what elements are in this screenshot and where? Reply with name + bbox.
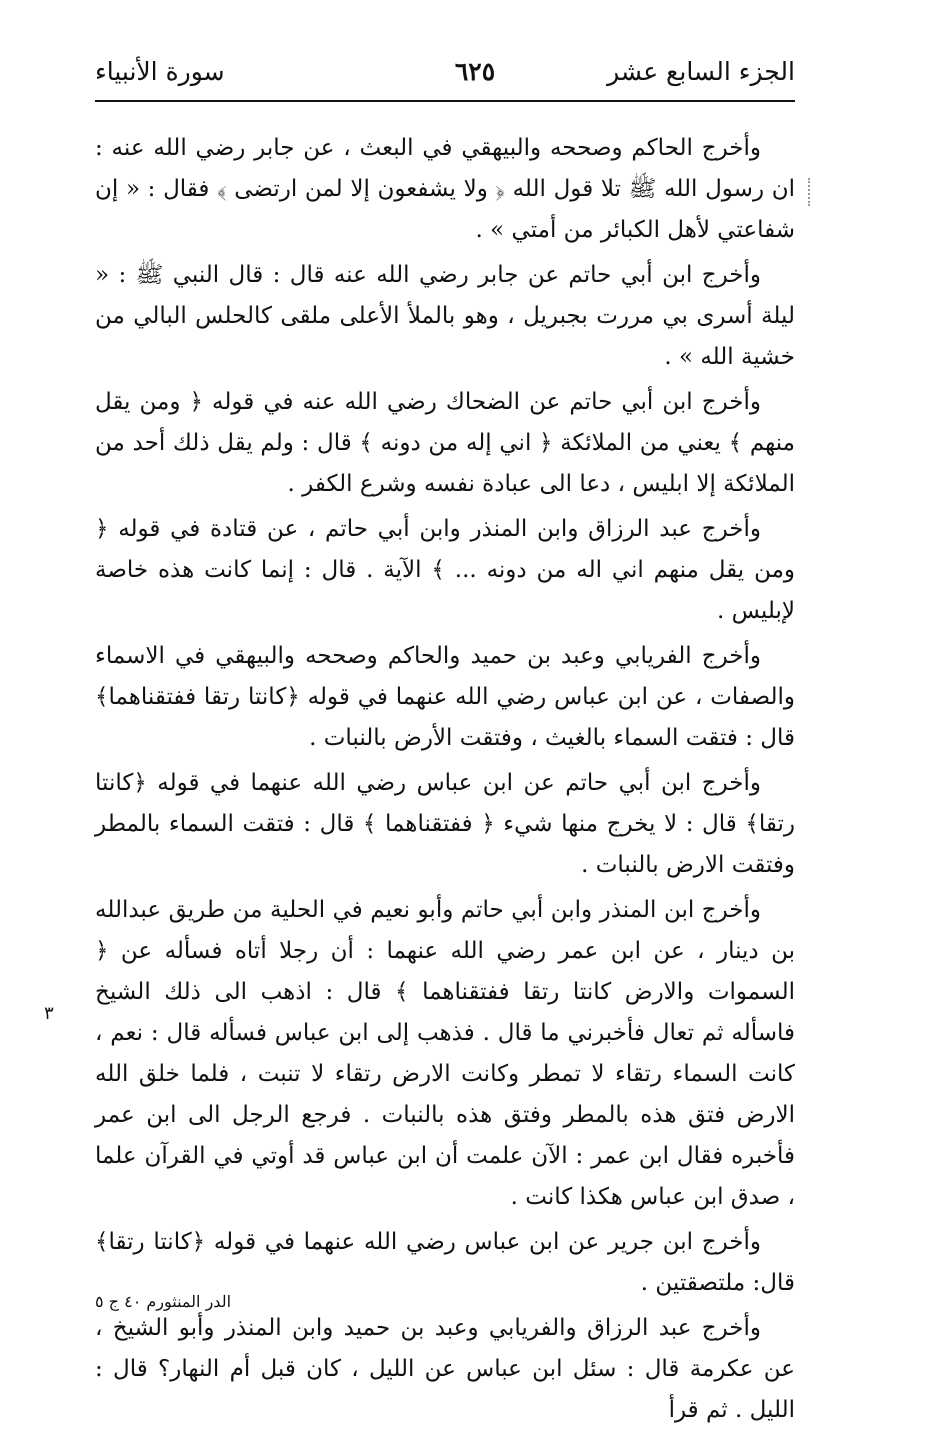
header-divider xyxy=(95,100,795,102)
margin-mark: ٣ xyxy=(44,1003,54,1024)
paragraph: وأخرج الحاكم وصححه والبيهقي في البعث ، عن جابر رضي الله عنه : ان رسول الله ﷺ تلا قول الله ﴿ ولا يشفعون إلا لمن ارتضى ﴾ فقال : « إن شفاعتي لأهل الكبائر من أمتي » . xyxy=(95,135,795,243)
juz-label: الجزء السابع عشر xyxy=(607,57,795,86)
main-text xyxy=(95,128,795,1435)
paragraph: وأخرج الفريابي وعبد بن حميد والحاكم وصححه والبيهقي في الاسماء والصفات ، عن ابن عباس رضي الله عنهما في قوله ﴿كانتا رتقا ففتقناهما﴾ قال : فتقت السماء بالغيث ، وفتقت الأرض بالنبات . xyxy=(95,643,795,751)
page-header xyxy=(95,52,795,96)
paragraph: وأخرج ابن جرير عن ابن عباس رضي الله عنهما في قوله ﴿كانتا رتقا﴾ قال: ملتصقتين . xyxy=(95,1229,795,1296)
page-number: ٦٢٥ xyxy=(454,57,496,86)
paragraph: وأخرج عبد الرزاق وابن المنذر وابن أبي حاتم ، عن قتادة في قوله ﴿ ومن يقل منهم اني اله من دونه ... ﴾ الآية . قال : إنما كانت هذه خاصة لإبليس . xyxy=(95,516,795,624)
paragraph: وأخرج ابن أبي حاتم عن ابن عباس رضي الله عنهما في قوله ﴿كانتا رتقا﴾ قال : لا يخرج منها شيء ﴿ ففتقناهما ﴾ قال : فتقت السماء بالمطر وفتقت الارض بالنبات . xyxy=(95,770,795,878)
paragraph: وأخرج ابن المنذر وابن أبي حاتم وأبو نعيم في الحلية من طريق عبدالله بن دينار ، عن ابن عمر رضي الله عنهما : أن رجلا أتاه فسأله عن ﴿ السموات والارض كانتا رتقا ففتقناهما ﴾ قال : اذهب الى ذلك الشيخ فاسأله ثم تعال فأخبرني ما قال . فذهب إلى ابن عباس فسأله قال : نعم ، كانت السماء رتقاء لا تمطر وكانت الارض رتقاء لا تنبت ، فلما خلق الله الارض فتق هذه بالمطر وفتق هذه بالنبات . فرجع الرجل الى ابن عمر فأخبره فقال ابن عمر : الآن علمت أن ابن عباس قد أوتي في القرآن علما ، صدق ابن عباس هكذا كانت . xyxy=(95,897,796,1210)
paragraph: وأخرج عبد الرزاق والفريابي وعبد بن حميد وابن المنذر وأبو الشيخ ، عن عكرمة قال : سئل ابن عباس عن الليل ، كان قبل أم النهار؟ قال : الليل . ثم قرأ xyxy=(95,1315,795,1423)
paragraph: وأخرج ابن أبي حاتم عن الضحاك رضي الله عنه في قوله ﴿ ومن يقل منهم ﴾ يعني من الملائكة ﴿ اني إله من دونه ﴾ قال : ولم يقل ذلك أحد من الملائكة إلا ابليس ، دعا الى عبادة نفسه وشرع الكفر . xyxy=(95,389,795,497)
surah-label: سورة الأنبياء xyxy=(95,57,225,86)
footer-signature: الدر المنثورم ٤٠ ج ٥ xyxy=(95,1292,232,1311)
paragraph: وأخرج ابن أبي حاتم عن جابر رضي الله عنه قال : قال النبي ﷺ : « ليلة أسرى بي مررت بجبريل ، وهو بالملأ الأعلى ملقى كالحلس البالي من خشية الله » . xyxy=(95,262,795,370)
margin-dots xyxy=(808,178,820,206)
